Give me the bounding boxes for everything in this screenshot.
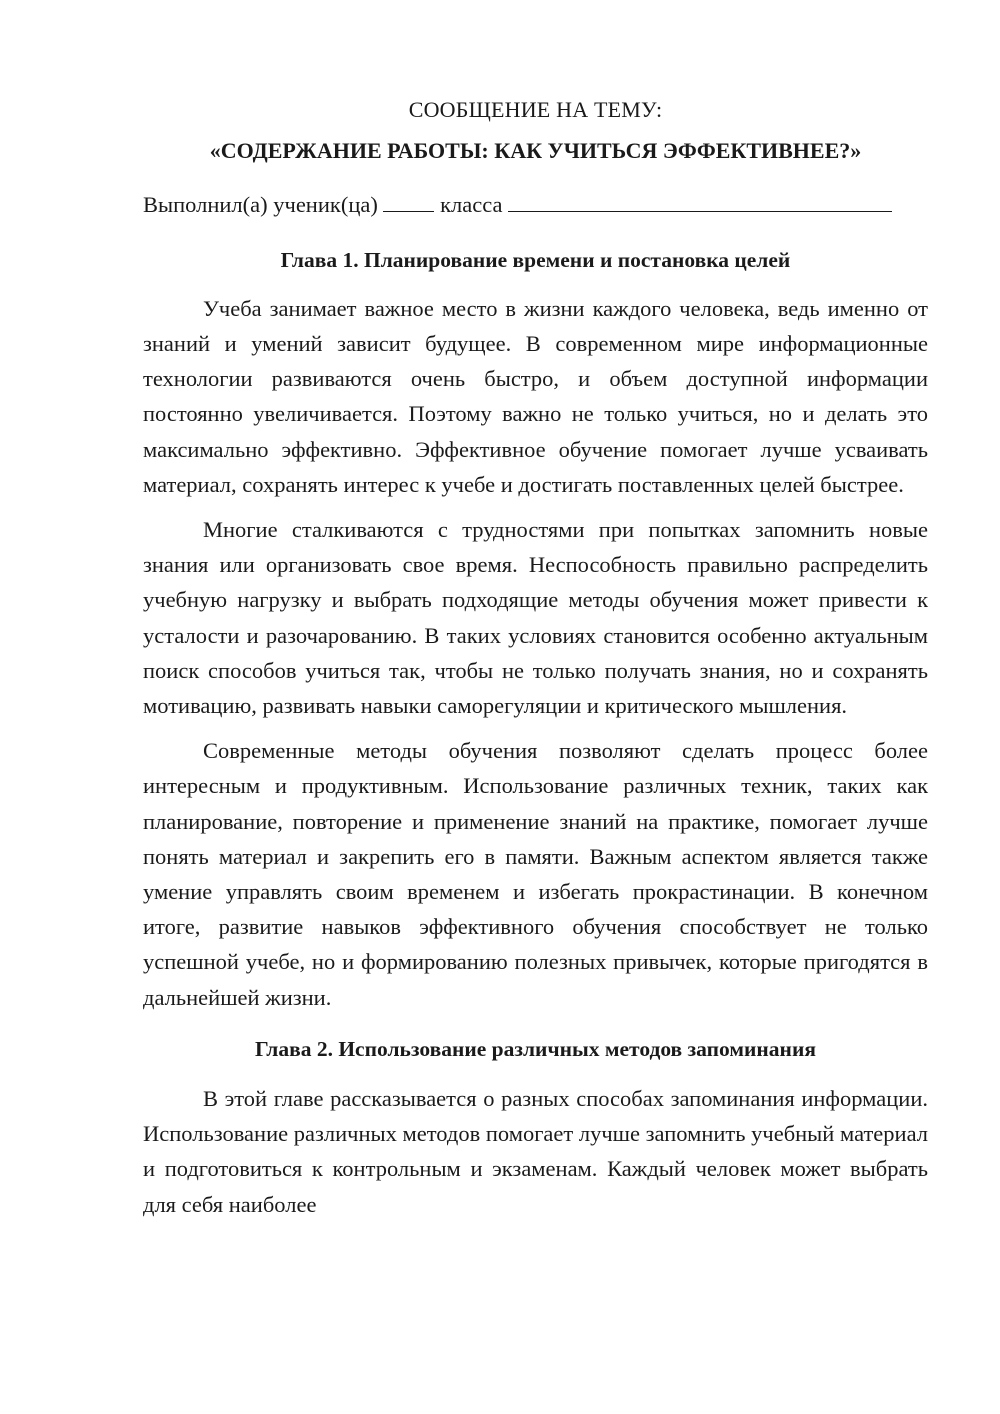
chapter-2-paragraph-1: В этой главе рассказывается о разных способах запоминания информации. Использование различных методов помогает лучше запомнить учебный материал и подготовиться к контрольным и экзаменам. Каждый человек может выбрать для себя наиболее [143,1086,928,1217]
chapter-2-heading: Глава 2. Использование различных методов запоминания [255,1036,816,1061]
class-number-blank [383,191,434,212]
chapter-1-paragraph-2: Многие сталкиваются с трудностями при попытках запомнить новые знания или организовать свое время. Неспособность правильно распределить учебную нагрузку и выбрать подходящие методы обучения может привести к усталости и разочарованию. В таких условиях становится особенно актуальным поиск способов учиться так, чтобы не только получать знания, но и сохранять мотивацию, развивать навыки саморегуляции и критического мышления. [143,517,928,719]
document-title-line-2: «СОДЕРЖАНИЕ РАБОТЫ: КАК УЧИТЬСЯ ЭФФЕКТИВНЕЕ?» [209,138,862,164]
author-line [143,187,928,222]
chapter-1-paragraph-3: Современные методы обучения позволяют сделать процесс более интересным и продуктивным. Использование различных техник, таких как планирование, повторение и применение знаний на практике, помогает лучше понять материал и закрепить его в памяти. Важным аспектом является также умение управлять своим временем и избегать прокрастинации. В конечном итоге, развитие навыков эффективного обучения способствует не только успешной учебе, но и формированию полезных привычек, которые пригодятся в дальнейшей жизни. [143,738,928,1010]
student-name-blank [508,191,892,212]
completed-by-label: Выполнил(а) ученик(ца) [143,192,378,218]
document-page [143,92,928,1222]
document-title-line-1: СООБЩЕНИЕ НА ТЕМУ: [408,97,663,122]
chapter-1-paragraph-1: Учеба занимает важное место в жизни каждого человека, ведь именно от знаний и умений зависит будущее. В современном мире информационные технологии развиваются очень быстро, и объем доступной информации постоянно увеличивается. Поэтому важно не только учиться, но и делать это максимально эффективно. Эффективное обучение помогает лучше усваивать материал, сохранять интерес к учебе и достигать поставленных целей быстрее. [143,295,928,497]
chapter-1-heading: Глава 1. Планирование времени и постановка целей [280,247,791,272]
class-label: класса [440,192,503,218]
